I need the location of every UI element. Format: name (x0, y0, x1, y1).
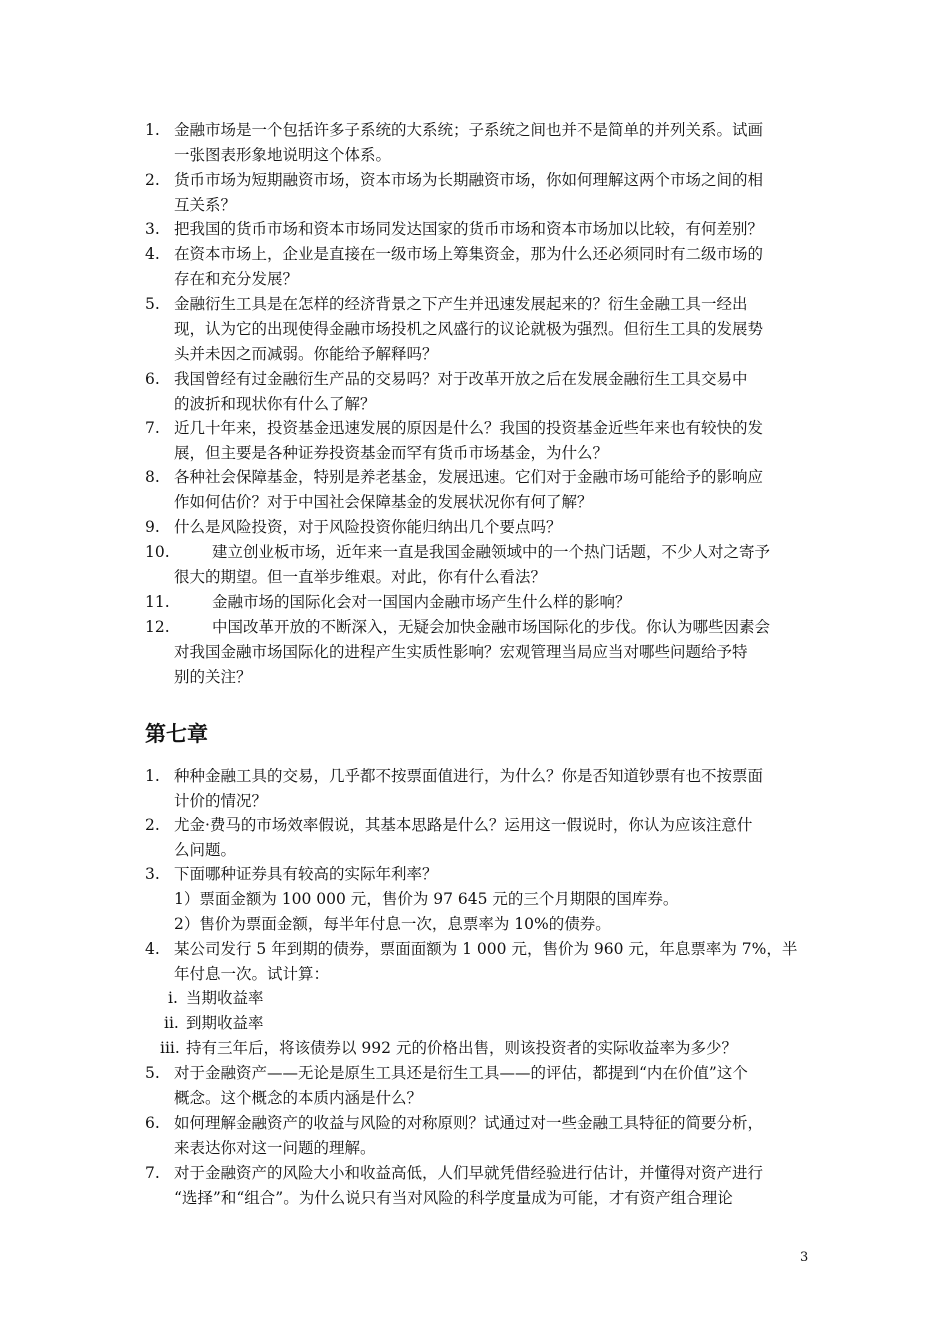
item-text: 货币市场为短期融资市场，资本市场为长期融资市场，你如何理解这两个市场之间的相 (174, 171, 764, 189)
item-number: 12. (145, 618, 170, 636)
page-number: 3 (800, 1250, 809, 1265)
item-text: 近几十年来，投资基金迅速发展的原因是什么？我国的投资基金近些年来也有较快的发 (174, 419, 764, 437)
item-text: 在资本市场上，企业是直接在一级市场上筹集资金，那为什么还必须同时有二级市场的 (174, 245, 764, 263)
item-text: 某公司发行 5 年到期的债券，票面面额为 1 000 元，售价为 960 元，年息票率为 7%，半 (174, 940, 798, 958)
chapter-heading: 第七章 (145, 722, 208, 746)
item-text: 来表达你对这一问题的理解。 (174, 1139, 376, 1157)
item-text: 金融市场的国际化会对一国国内金融市场产生什么样的影响？ (212, 593, 631, 611)
item-text: 金融市场是一个包括许多子系统的大系统；子系统之间也并不是简单的并列关系。试画 (174, 121, 764, 139)
item-text: 现，认为它的出现使得金融市场投机之风盛行的议论就极为强烈。但衍生工具的发展势 (174, 320, 764, 338)
item-text: 一张图表形象地说明这个体系。 (174, 146, 392, 164)
item-text: 么问题。 (174, 841, 237, 859)
item-text: 计价的情况？ (174, 792, 268, 810)
item-number: 11. (145, 593, 170, 611)
item-number: 5. (145, 295, 160, 313)
sub-item: 1）票面金额为 100 000 元，售价为 97 645 元的三个月期限的国库券。 (174, 890, 679, 908)
item-text: 概念。这个概念的本质内涵是什么？ (174, 1089, 423, 1107)
item-number: 8. (145, 468, 160, 486)
item-text: 到期收益率 (186, 1014, 264, 1032)
item-text: 头并未因之而减弱。你能给予解释吗？ (174, 345, 438, 363)
item-number: 5. (145, 1064, 160, 1082)
item-text: 对我国金融市场国际化的进程产生实质性影响？宏观管理当局应当对哪些问题给予特 (174, 643, 748, 661)
item-number: 3. (145, 865, 160, 883)
item-text: 种种金融工具的交易，几乎都不按票面值进行，为什么？你是否知道钞票有也不按票面 (174, 767, 764, 785)
item-text: “选择”和“组合”。为什么说只有当对风险的科学度量成为可能，才有资产组合理论 (174, 1189, 733, 1207)
item-text: 展，但主要是各种证券投资基金而罕有货币市场基金，为什么？ (174, 444, 609, 462)
item-text: 尤金·费马的市场效率假说，其基本思路是什么？运用这一假说时，你认为应该注意什 (174, 816, 753, 834)
item-number: 7. (145, 1164, 160, 1182)
sub-item: 2）售价为票面金额，每半年付息一次，息票率为 10%的债券。 (174, 915, 611, 933)
item-number: 10. (145, 543, 170, 561)
item-number: 6. (145, 1114, 160, 1132)
item-text: 互关系？ (174, 196, 237, 214)
item-text: 很大的期望。但一直举步维艰。对此，你有什么看法？ (174, 568, 547, 586)
item-number: 2. (145, 171, 160, 189)
item-text: 金融衍生工具是在怎样的经济背景之下产生并迅速发展起来的？衍生金融工具一经出 (174, 295, 748, 313)
item-text: 什么是风险投资，对于风险投资你能归纳出几个要点吗？ (174, 518, 562, 536)
item-text: 作如何估价？对于中国社会保障基金的发展状况你有何了解？ (174, 493, 593, 511)
item-number: 1. (145, 767, 160, 785)
item-text: 当期收益率 (186, 989, 264, 1007)
item-text: 建立创业板市场，近年来一直是我国金融领域中的一个热门话题，不少人对之寄予 (212, 543, 771, 561)
item-text: 把我国的货币市场和资本市场同发达国家的货币市场和资本市场加以比较，有何差别？ (174, 220, 764, 238)
item-text: 持有三年后，将该债券以 992 元的价格出售，则该投资者的实际收益率为多少？ (186, 1039, 737, 1057)
item-number: 3. (145, 220, 160, 238)
item-text: 年付息一次。试计算： (174, 965, 330, 983)
item-number: 2. (145, 816, 160, 834)
item-number: iii. (160, 1039, 180, 1057)
item-number: i. (168, 989, 178, 1007)
item-text: 存在和充分发展？ (174, 270, 299, 288)
item-number: ii. (164, 1014, 179, 1032)
item-number: 1. (145, 121, 160, 139)
item-text: 对于金融资产——无论是原生工具还是衍生工具——的评估，都提到“内在价值”这个 (174, 1064, 748, 1082)
item-text: 我国曾经有过金融衍生产品的交易吗？对于改革开放之后在发展金融衍生工具交易中 (174, 370, 748, 388)
item-text: 中国改革开放的不断深入，无疑会加快金融市场国际化的步伐。你认为哪些因素会 (212, 618, 771, 636)
item-number: 9. (145, 518, 160, 536)
item-text: 下面哪种证券具有较高的实际年利率？ (174, 865, 438, 883)
item-text: 如何理解金融资产的收益与风险的对称原则？试通过对一些金融工具特征的简要分析， (174, 1114, 764, 1132)
item-number: 7. (145, 419, 160, 437)
item-text: 对于金融资产的风险大小和收益高低，人们早就凭借经验进行估计，并懂得对资产进行 (174, 1164, 764, 1182)
item-number: 4. (145, 940, 160, 958)
item-text: 各种社会保障基金，特别是养老基金，发展迅速。它们对于金融市场可能给予的影响应 (174, 468, 764, 486)
item-number: 4. (145, 245, 160, 263)
item-text: 的波折和现状你有什么了解？ (174, 395, 376, 413)
item-text: 别的关注？ (174, 668, 252, 686)
item-number: 6. (145, 370, 160, 388)
